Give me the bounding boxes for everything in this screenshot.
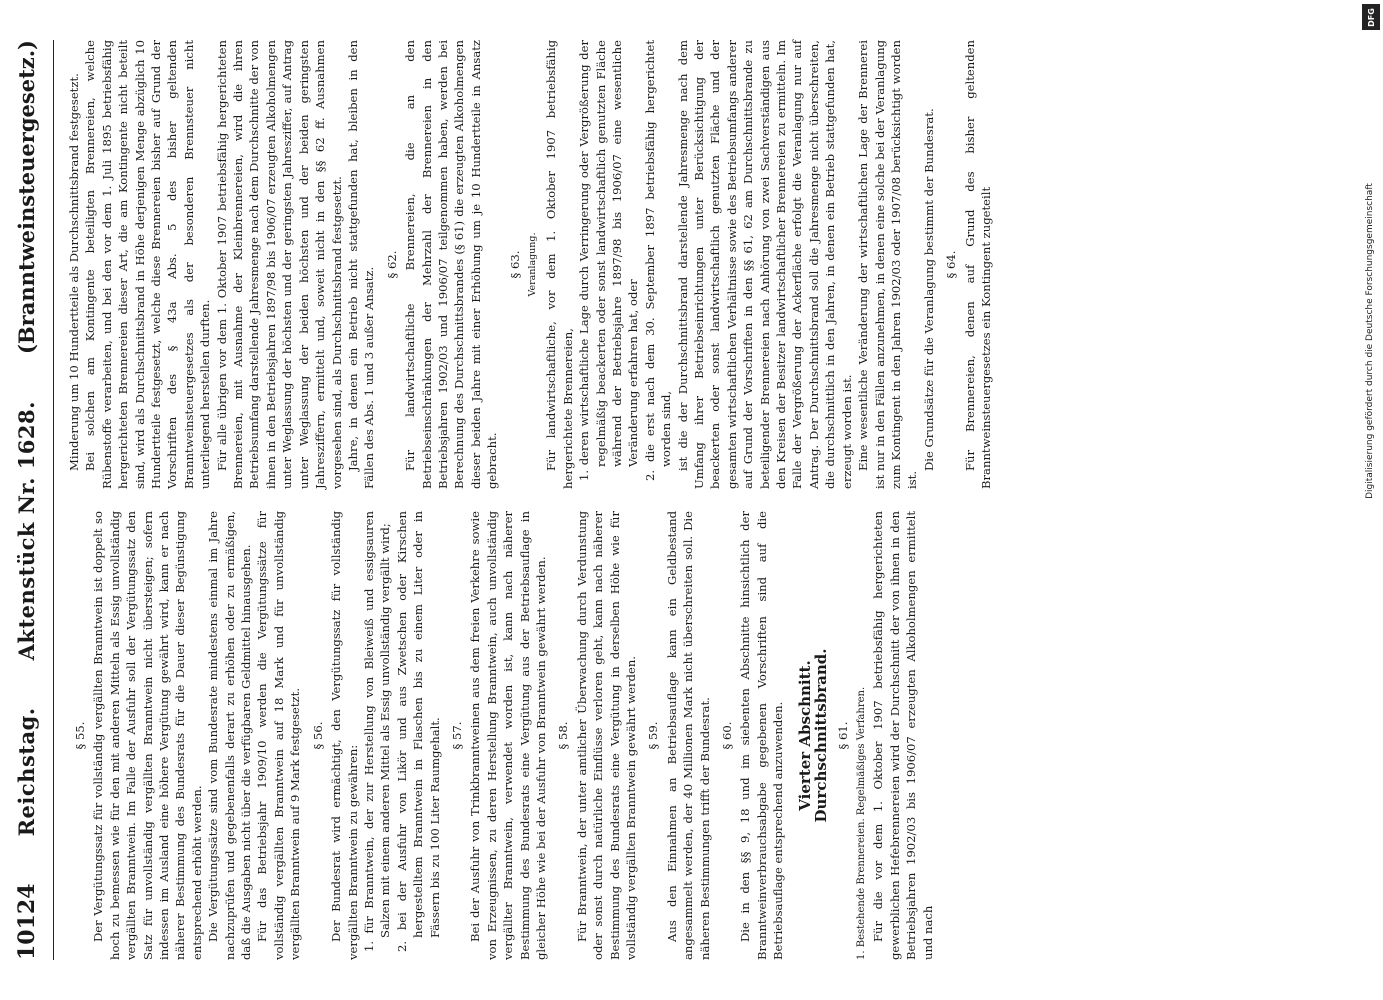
list-item: 1. für Branntwein, der zur Herstellung von Bleiweiß und essigsauren Salzen mit einem anderen Mittel als Essig unvollständig vergällt wird;: [361, 511, 393, 952]
paragraph: Für Brennereien, denen auf Grund des bisher geltenden Branntweinsteuergesetzes ein Kontingent zugeteilt: [962, 40, 993, 489]
left-column: [66, 511, 994, 960]
dfg-logo: DFG: [1362, 4, 1380, 30]
paragraph: Die in den §§ 9, 18 und im siebenten Abschnitte hinsichtlich der Branntweinverbrauchsabgabe gegebenen Vorschriften sind auf die Betriebsauflage entsprechend anzuwenden.: [738, 511, 786, 960]
paragraph: Eine wesentliche Veränderung der wirtschaftlichen Lage der Brennerei ist nur in den Fällen anzunehmen, in denen eine solche bei der Veranlagung zum Kontingent in den Jahren 1902/03 oder 1907/08 berücksichtigt worden ist.: [856, 40, 920, 489]
list-item: 2. bei der Ausfuhr von Likör und aus Zwetschen oder Kirschen hergestelltem Branntwein in Flaschen bis zu einem Liter oder in Fässern bis zu 100 Liter Raumgehalt.: [394, 511, 442, 952]
subheading: Veranlagung.: [526, 232, 538, 297]
paragraph: Aus den Einnahmen an Betriebsauflage kann ein Geldbestand angesammelt werden, der 40 Millionen Mark nicht überschreiten soll. Die näheren Bestimmungen trifft der Bundesrat.: [664, 511, 712, 960]
paragraph: Jahre, in denen ein Betrieb nicht stattgefunden hat, bleiben in den Fällen des Abs. 1 und 3 außer Ansatz.: [345, 40, 377, 489]
funding-note-text: Digitalisierung gefördert durch die Deutsche Forschungsgemeinschaft: [1365, 183, 1375, 499]
paragraph: Der Vergütungssatz für vollständig vergällten Branntwein ist doppelt so hoch zu bemessen wie für den mit anderen Mitteln als Essig unvollständig vergällten Branntwein. Im Falle der Ausfuhr soll der Vergütungssatz den Satz für unvollständig vergällten Branntwein nicht übersteigen; sofern indessen im Ausland eine höhere Vergütung gewährt wird, kann er nach näherer Bestimmung des Bundesrats für die Dauer dieser Begünstigung entsprechend erhöht werden.: [91, 511, 204, 960]
right-column: [66, 40, 994, 489]
paragraph: Bei solchen am Kontingente beteiligten Brennereien, welche Rübenstoffe verarbeiten, und bei den vor dem 1. Juli 1895 betriebsfähig hergerichteten Brennereien dieser Art, die am Kontingente nicht beteilt sind, wird als Durchschnittsbrand in Höhe derjenigen Menge abzüglich 10 Hundertteile festgesetzt, welche diese Brennereien bisher auf Grund der Vorschriften des § 43a Abs. 5 des bisher geltenden Branntweinsteuergesetzes als der besonderen Brennsteuer nicht unterliegend herstellen durften.: [83, 40, 213, 489]
section-heading: § 56.: [310, 721, 325, 750]
text-columns: [66, 40, 994, 960]
section-heading: § 61.: [836, 721, 851, 750]
part-title: Durchschnittsbrand.: [812, 648, 831, 823]
paragraph: Der Bundesrat wird ermächtigt, den Vergütungssatz für vollständig vergällten Branntwein zu gewähren:: [329, 511, 360, 960]
paragraph: Für alle übrigen vor dem 1. Oktober 1907 betriebsfähig hergerichteten Brennereien, mit Ausnahme der Kleinbrennereien, wird die ihren Betriebsumfang darstellende Jahresmenge nach dem Durchschnitte der von ihnen in den Betriebsjahren 1897/98 bis 1906/07 erzeugten Alkoholmengen unter Weglassung der höchsten und der geringsten Jahresziffer, auf Antrag unter Weglassung der beiden höchsten und der beiden geringsten Jahresziffern, ermittelt und, soweit nicht in den §§ 62 ff. Ausnahmen vorgesehen sind, als Durchschnittsbrand festgesetzt.: [214, 40, 344, 489]
header-document-number: Aktenstück Nr. 1628.: [14, 401, 39, 661]
section-heading: § 64.: [944, 250, 959, 279]
section-heading: § 63.: [507, 250, 522, 279]
page-number: 10124: [14, 883, 40, 960]
section-heading: § 62.: [384, 250, 399, 279]
header-subject: (Branntweinsteuergesetz.): [14, 40, 39, 354]
list-item: 1. deren wirtschaftliche Lage durch Verringerung oder Vergrößerung der regelmäßig beackerten oder sonst landwirtschaftlich genutzten Fläche während der Betriebsjahre 1897/98 bis 1906/07 eine wesentliche Veränderung erfahren hat, oder: [577, 40, 641, 481]
paragraph: Bei der Ausfuhr von Trinkbranntweinen aus dem freien Verkehre sowie von Erzeugnissen, zu deren Herstellung Branntwein, auch unvollständig vergällter Branntwein, verwendet worden ist, kann nach näherer Bestimmung des Bundesrats eine Vergütung aus der Betriebsauflage in gleicher Höhe wie bei der Ausfuhr von Branntwein gewährt werden.: [468, 511, 548, 960]
paragraph: Die Grundsätze für die Veranlagung bestimmt der Bundesrat.: [921, 108, 936, 471]
section-heading: § 58.: [556, 721, 571, 750]
paragraph: Minderung um 10 Hundertteile als Durchschnittsbrand festgesetzt.: [67, 73, 81, 471]
side-heading: 1. Bestehende Brennereien. Regelmäßiges Verfahren.: [855, 686, 867, 960]
section-heading: § 57.: [449, 721, 464, 750]
page-header: [14, 40, 54, 960]
list-item: 2. die erst nach dem 30. September 1897 betriebsfähig hergerichtet worden sind,: [642, 40, 674, 481]
paragraph: Für landwirtschaftliche Brennereien, die an den Betriebseinschränkungen der Mehrzahl der Brennereien in den Betriebsjahren 1902/03 und 1906/07 teilgenommen haben, werden bei Berechnung des Durchschnittsbrandes (§ 61) die erzeugten Alkoholmengen dieser beiden Jahre mit einer Erhöhung um je 10 Hundertteile in Ansatz gebracht.: [403, 40, 500, 489]
paragraph: Die Vergütungssätze sind vom Bundesrate mindestens einmal im Jahre nachzuprüfen und gegebenenfalls derart zu erhöhen oder zu ermäßigen, daß die Ausgaben nicht über die verfügbaren Geldmittel hinausgehen.: [206, 511, 254, 960]
section-heading: § 55.: [73, 721, 87, 750]
paragraph: Für die vor dem 1. Oktober 1907 betriebsfähig hergerichteten gewerblichen Hefebrennereien wird der Durchschnitt der von ihnen in den Betriebsjahren 1902/03 bis 1906/07 erzeugten Alkoholmengen ermittelt und nach: [871, 511, 935, 960]
paragraph: ist die der Durchschnittsbrand darstellende Jahresmenge nach dem Umfang ihrer Betriebseinrichtungen unter Berücksichtigung der beackerten oder sonst landwirtschaftlich genutzten Fläche und der gesamten wirtschaftlichen Verhältnisse sowie des Betriebsumfangs anderer auf Grund der Vorschriften in den §§ 61, 62 am Durchschnittsbrande zu beteiligender Brennereien nach Anhörung von zwei Sachverständigen aus den Kreisen der Besitzer landwirtschaftlicher Brennereien zu ermitteln. Im Falle der Vergrößerung der Ackerfläche erfolgt die Veranlagung nur auf Antrag. Der Durchschnittsbrand soll die Jahresmenge nicht überschreiten, die durchschnittlich in den Jahren, in denen ein Betrieb stattgefunden hat, erzeugt worden ist.: [675, 40, 854, 489]
section-heading: § 59.: [646, 721, 661, 750]
part-heading: Vierter Abschnitt.: [795, 660, 814, 811]
paragraph: Für das Betriebsjahr 1909/10 werden die Vergütungssätze für vollständig vergällten Branntwein auf 18 Mark und für unvollständig vergällten Branntwein auf 9 Mark festgesetzt.: [255, 511, 303, 960]
paragraph: Für Branntwein, der unter amtlicher Überwachung durch Verdunstung oder sonst durch natürliche Einflüsse verloren geht, kann nach näherer Bestimmung des Bundesrats eine Vergütung in derselben Höhe wie für vollständig vergällten Branntwein gewährt werden.: [574, 511, 638, 960]
section-heading: § 60.: [720, 721, 735, 750]
paragraph: Für landwirtschaftliche, vor dem 1. Oktober 1907 betriebsfähig hergerichtete Brennereien,: [544, 40, 575, 489]
digitization-note: [1362, 4, 1380, 996]
header-left-title: Reichstag.: [14, 707, 39, 837]
